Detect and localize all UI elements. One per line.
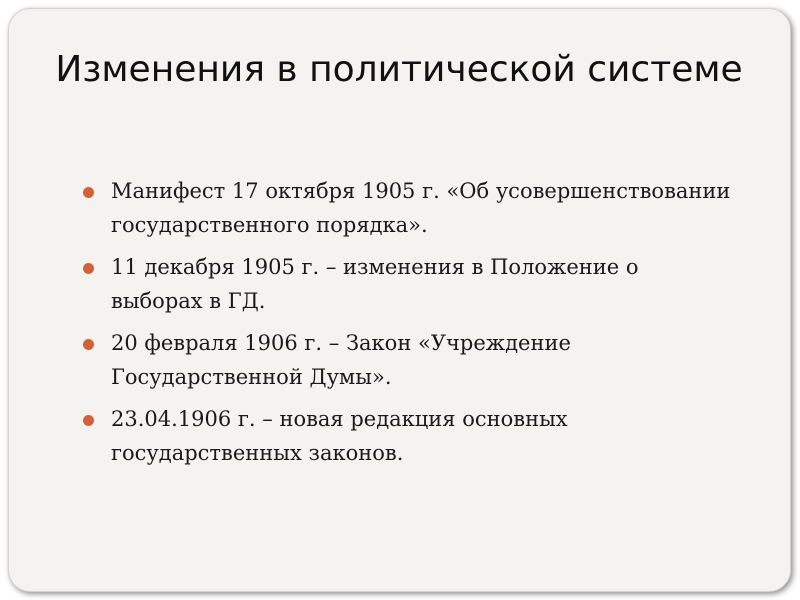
bullet-text: Манифест 17 октября 1905 г. «Об усовершенствовании государственного порядка». — [111, 179, 731, 237]
bullet-list — [83, 174, 733, 478]
bullet-item — [83, 174, 733, 242]
bullet-text: 20 февраля 1906 г. – Закон «Учреждение Государственной Думы». — [111, 331, 571, 389]
bullet-dot-icon — [83, 263, 94, 274]
bullet-item — [83, 326, 733, 394]
bullet-dot-icon — [83, 187, 94, 198]
bullet-text: 11 декабря 1905 г. – изменения в Положение о выборах в ГД. — [111, 255, 639, 313]
bullet-text: 23.04.1906 г. – новая редакция основных государственных законов. — [111, 407, 568, 465]
bullet-dot-icon — [83, 339, 94, 350]
slide — [8, 8, 791, 592]
bullet-dot-icon — [83, 415, 94, 426]
bullet-item — [83, 250, 733, 318]
bullet-item — [83, 402, 733, 470]
slide-title: Изменения в политической системе — [55, 49, 743, 90]
